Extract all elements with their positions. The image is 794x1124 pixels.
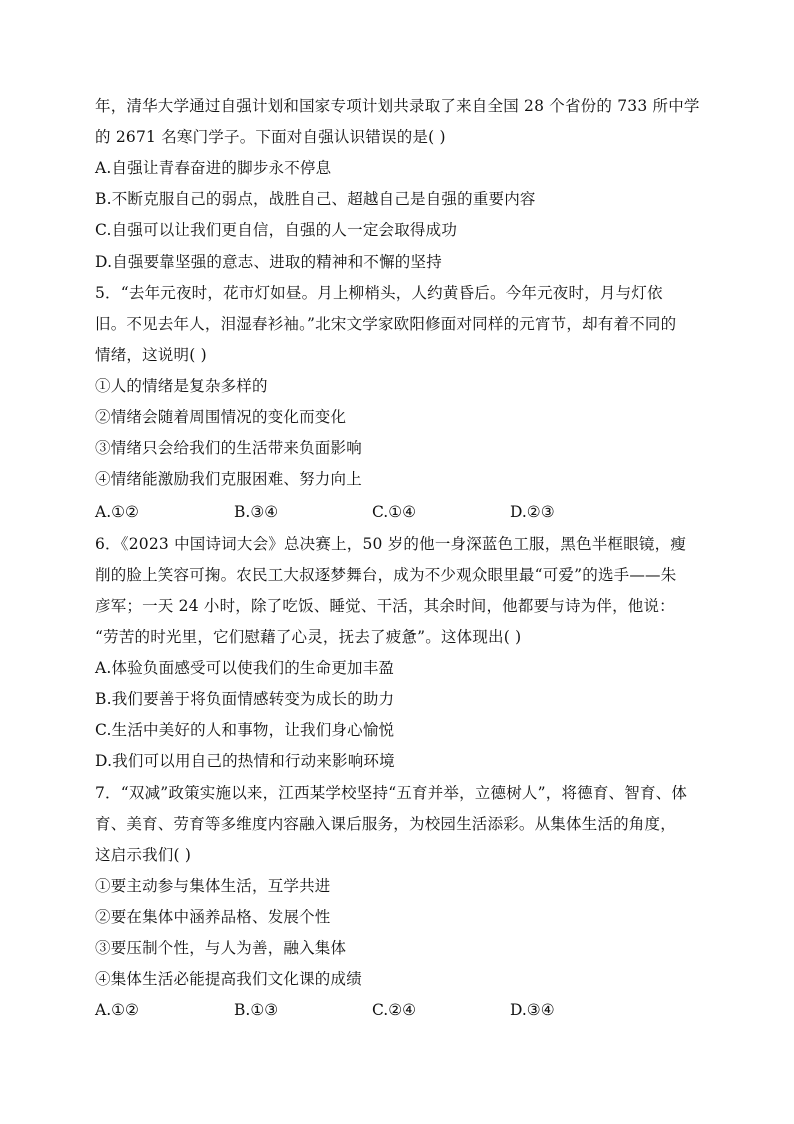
q7-choice-c: C.②④	[372, 1001, 417, 1019]
q5-choice-d: D.②③	[510, 503, 555, 521]
q7-choices	[95, 1000, 715, 1020]
q5-stem-line-3: 情绪，这说明( )	[95, 346, 207, 364]
q7-stem-line-2: 育、美育、劳育等多维度内容融入课后服务，为校园生活添彩。从集体生活的角度，	[95, 815, 676, 833]
q7-stem-line-3: 这启示我们( )	[95, 846, 192, 864]
q5-choice-a: A.①②	[95, 503, 139, 521]
q4-stem-line-1: 年，清华大学通过自强计划和国家专项计划共录取了来自全国 28 个省份的 733 所中学	[95, 97, 700, 115]
q4-option-b: B.不断克服自己的弱点，战胜自己、超越自己是自强的重要内容	[95, 190, 536, 208]
q5-choice-c: C.①④	[372, 503, 417, 521]
q5-stem-line-2: 旧。不见去年人，泪湿春衫袖。”北宋文学家欧阳修面对同样的元宵节，却有着不同的	[95, 315, 677, 333]
q5-statement-3: ③情绪只会给我们的生活带来负面影响	[95, 439, 362, 457]
q6-option-c: C.生活中美好的人和事物，让我们身心愉悦	[95, 721, 395, 739]
q6-stem-line-2: 削的脸上笑容可掬。农民工大叔逐梦舞台，成为不少观众眼里最“可爱”的选手——朱	[95, 566, 677, 584]
q5-statement-4: ④情绪能激励我们克服困难、努力向上	[95, 470, 362, 488]
q6-stem-line-3: 彦军；一天 24 小时，除了吃饭、睡觉、干活，其余时间，他都要与诗为伴，他说：	[95, 597, 675, 615]
q6-option-d: D.我们可以用自己的热情和行动来影响环境	[95, 752, 395, 770]
q5-stem-line-1: 5．“去年元夜时，花市灯如昼。月上柳梢头，人约黄昏后。今年元夜时，月与灯依	[95, 284, 663, 302]
q7-statement-2: ②要在集体中涵养品格、发展个性	[95, 908, 331, 926]
q5-statement-1: ①人的情绪是复杂多样的	[95, 377, 268, 395]
q7-statement-4: ④集体生活必能提高我们文化课的成绩	[95, 970, 362, 988]
q6-stem-line-1: 6．《2023 中国诗词大会》总决赛上，50 岁的他一身深蓝色工服，黑色半框眼镜，瘦	[95, 535, 687, 553]
q7-choice-b: B.①③	[234, 1001, 279, 1019]
q4-stem-line-2: 的 2671 名寒门学子。下面对自强认识错误的是( )	[95, 128, 446, 146]
q6-option-a: A.体验负面感受可以使我们的生命更加丰盈	[95, 659, 395, 677]
q5-statement-2: ②情绪会随着周围情况的变化而变化	[95, 408, 347, 426]
q4-option-c: C.自强可以让我们更自信，自强的人一定会取得成功	[95, 221, 458, 239]
q7-statement-3: ③要压制个性，与人为善，融入集体	[95, 939, 347, 957]
q7-choice-a: A.①②	[95, 1001, 139, 1019]
q7-statement-1: ①要主动参与集体生活，互学共进	[95, 877, 331, 895]
q7-choice-d: D.③④	[510, 1001, 555, 1019]
q6-stem-line-4: “劳苦的时光里，它们慰藉了心灵，抚去了疲惫”。这体现出( )	[95, 628, 522, 646]
q7-stem-line-1: 7．“双减”政策实施以来，江西某学校坚持“五育并举，立德树人”，将德育、智育、体	[95, 784, 688, 802]
q4-option-a: A.自强让青春奋进的脚步永不停息	[95, 159, 332, 177]
q5-choice-b: B.③④	[234, 503, 279, 521]
q4-option-d: D.自强要靠坚强的意志、进取的精神和不懈的坚持	[95, 253, 442, 271]
q5-choices	[95, 502, 715, 522]
q6-option-b: B.我们要善于将负面情感转变为成长的助力	[95, 690, 395, 708]
